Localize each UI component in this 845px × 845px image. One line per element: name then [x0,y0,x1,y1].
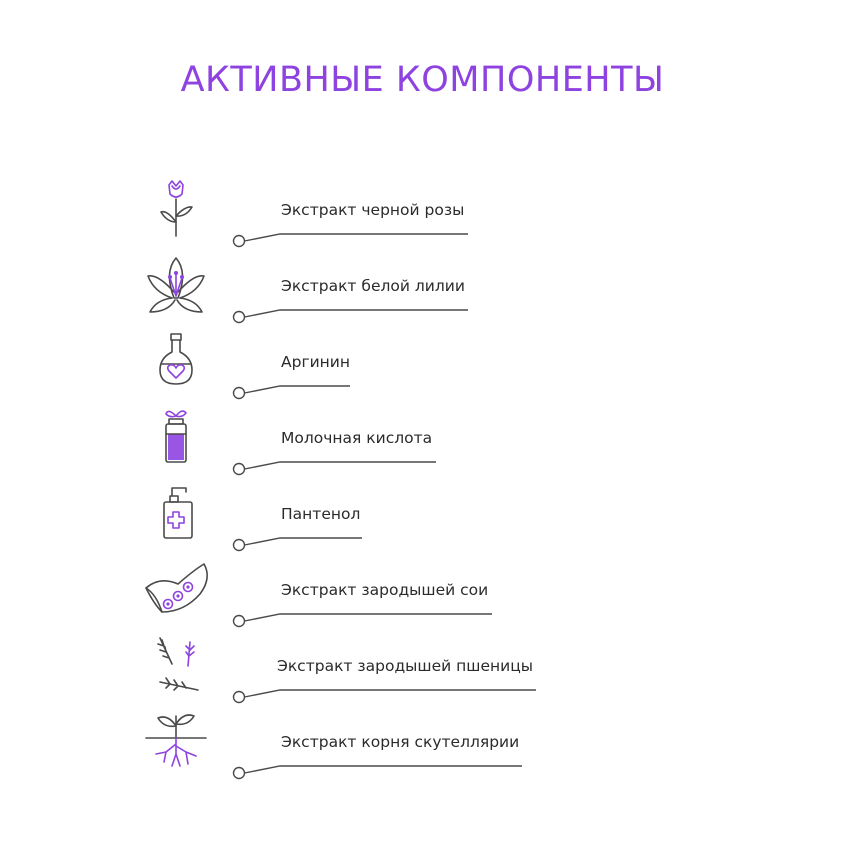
ingredient-label: Экстракт зародышей пшеницы [277,657,533,675]
ingredient-item [0,560,845,636]
ingredient-label: Аргинин [281,353,351,371]
rose-icon [138,180,214,244]
ingredient-item [0,712,845,788]
ingredient-label: Экстракт корня скутеллярии [281,733,520,751]
flask-heart-icon [138,332,214,396]
ingredient-item [0,408,845,484]
connector-line [228,266,548,326]
connector-line [228,342,548,402]
wheat-icon [138,636,214,700]
connector-line [228,494,548,554]
ingredient-item [0,256,845,332]
ingredient-label: Экстракт белой лилии [281,277,465,295]
ingredient-item [0,484,845,560]
ingredient-label: Пантенол [281,505,361,523]
ingredient-label: Молочная кислота [281,429,433,447]
page-title: АКТИВНЫЕ КОМПОНЕНТЫ [180,60,665,100]
connector-line [228,418,548,478]
ingredient-item [0,180,845,256]
pump-bottle-cross-icon [138,484,214,548]
ingredient-label: Экстракт черной розы [281,201,465,219]
soy-pod-icon [138,560,214,624]
connector-line [228,570,548,630]
jar-icon [138,408,214,472]
ingredient-label: Экстракт зародышей сои [281,581,489,599]
ingredient-item [0,332,845,408]
sprout-root-icon [138,712,214,776]
connector-line [228,646,548,706]
lily-icon [138,256,214,320]
connector-line [228,190,548,250]
connector-line [228,722,548,782]
ingredient-item [0,636,845,712]
